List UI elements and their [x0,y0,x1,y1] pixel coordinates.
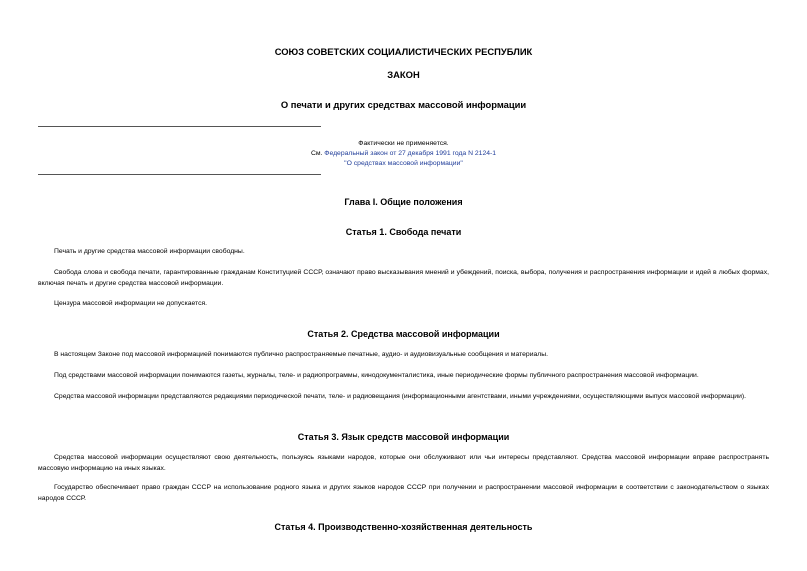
state-heading: СОЮЗ СОВЕТСКИХ СОЦИАЛИСТИЧЕСКИХ РЕСПУБЛИК [274,46,533,57]
note-block [0,139,807,169]
note-bottom-rule [38,174,321,175]
doc-type-heading: ЗАКОН [387,69,420,80]
article-3-paragraph-2: Государство обеспечивает право граждан СССР на использование родного языка и других языков народов СССР при получении и распространении массовой информации в соответствии с законодательством о языках народов СССР. [38,484,769,502]
chapter-heading: Глава I. Общие положения [344,197,463,207]
article-1-paragraph-2: Свобода слова и свобода печати, гарантированные гражданам Конституцией СССР, означают право высказывания мнений и убеждений, поиска, выбора, получения и распространения информации и идей в любых формах, включая печать и другие средства массовой информации. [38,269,769,287]
federal-law-link[interactable]: Федеральный закон от 27 декабря 1991 года N 2124-1 [324,150,497,157]
article-3-heading: Статья 3. Язык средств массовой информации [297,432,510,442]
article-4-heading: Статья 4. Производственно-хозяйственная деятельность [274,522,533,532]
federal-law-title-link[interactable]: "О средствах массовой информации" [344,160,463,167]
article-1-heading: Статья 1. Свобода печати [345,227,462,237]
article-2-heading: Статья 2. Средства массовой информации [307,329,500,339]
article-2-paragraph-2: Под средствами массовой информации понимаются газеты, журналы, теле- и радиопрограммы, кинодокументалистика, иные периодические формы публичного распространения массовой информации. [54,372,699,379]
law-title: О печати и других средствах массовой информации [280,99,527,110]
note-top-rule [38,126,321,127]
article-2-paragraph-1: В настоящем Законе под массовой информацией понимаются публично распространяемые печатные, аудио- и аудиовизуальные сообщения и материалы. [54,351,549,358]
article-2-paragraph-3: Средства массовой информации представляются редакциями периодической печати, теле- и радиовещания (информационными агентствами, иными учреждениями, осуществляющими выпуск массовой информации). [54,393,747,400]
note-line2 [0,149,807,159]
article-1-paragraph-1: Печать и другие средства массовой информации свободны. [54,248,245,255]
article-3-paragraph-1: Средства массовой информации осуществляют свою деятельность, пользуясь языками народов, которые они обслуживают или чьи интересы представляют. Средства массовой информации вправе распространять массовую информацию на иных языках. [38,454,769,472]
article-1-paragraph-3: Цензура массовой информации не допускается. [54,300,208,307]
note-line1: Фактически не применяется. [358,140,449,147]
note-prefix: См. [310,150,325,157]
